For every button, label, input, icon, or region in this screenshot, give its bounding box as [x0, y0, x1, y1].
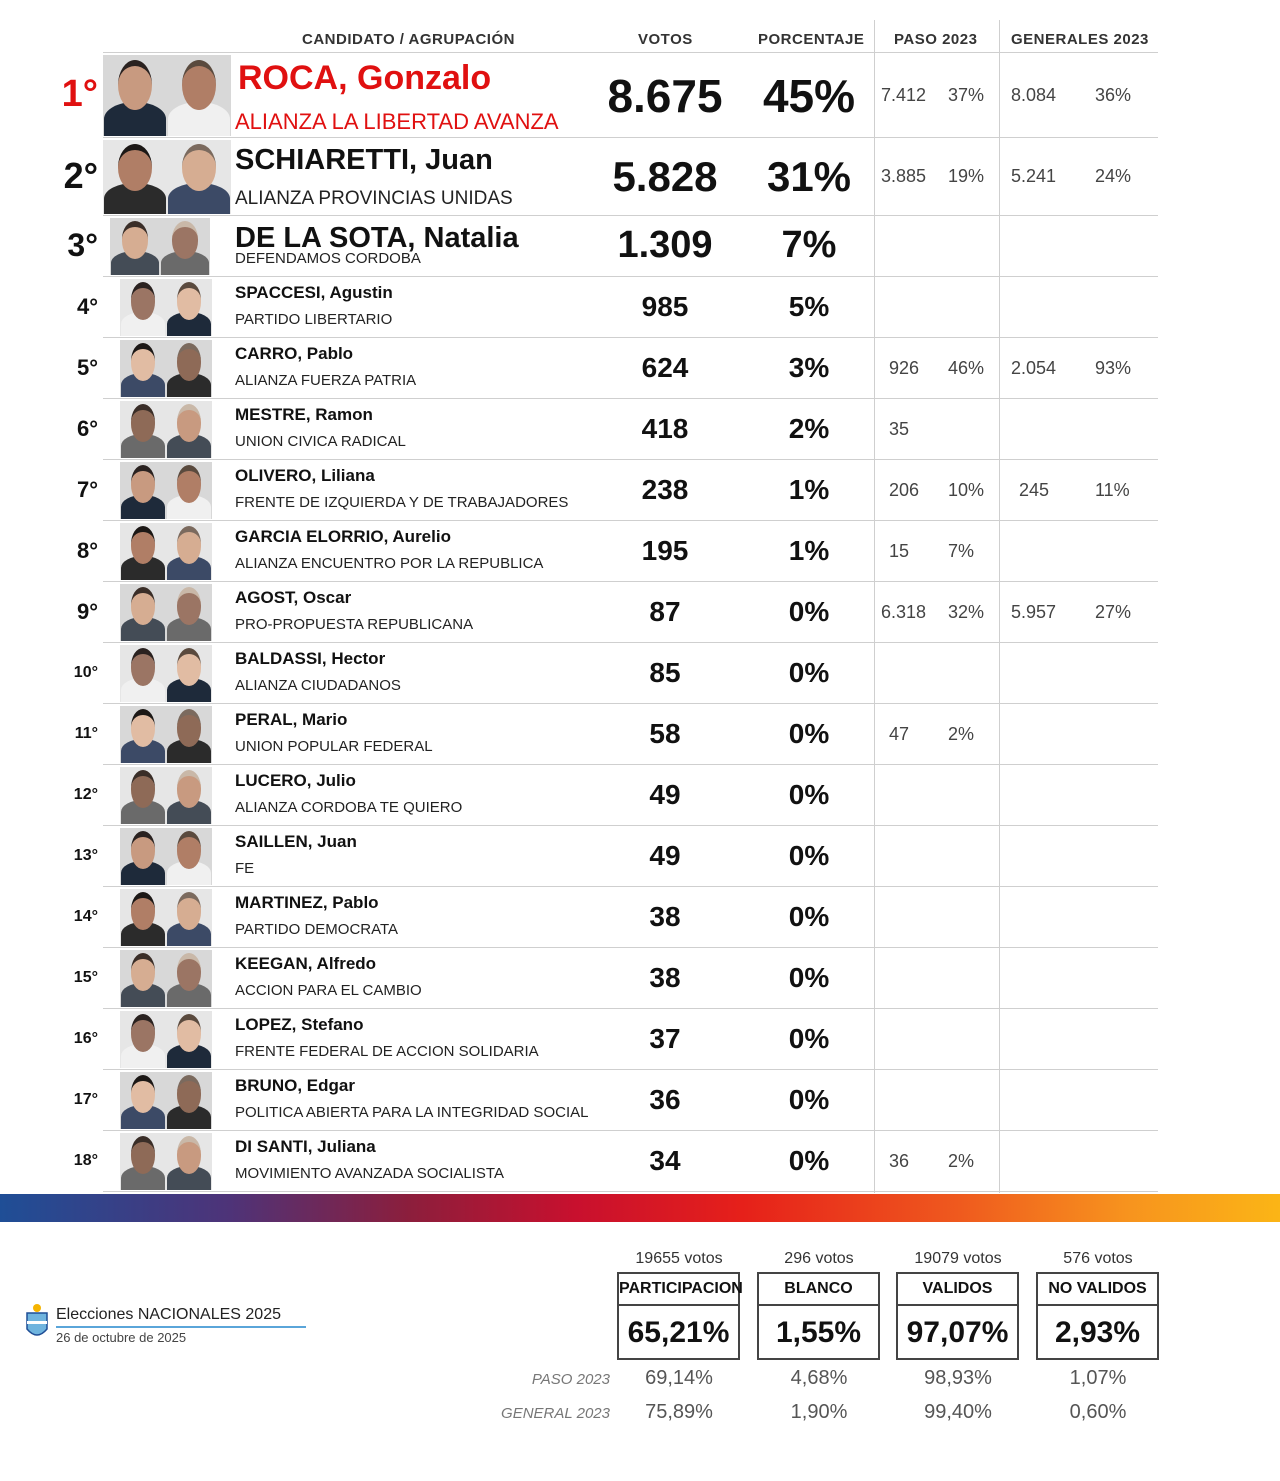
paso-percentage: 32%: [948, 601, 985, 622]
summary-value: 2,93%: [1054, 1316, 1141, 1349]
summary-paso-value: 1,07%: [1069, 1367, 1127, 1389]
vote-count: 985: [641, 291, 689, 323]
portrait-head: [177, 282, 202, 319]
paso-votes: 36: [889, 1150, 910, 1171]
vote-count: 85: [649, 657, 681, 689]
candidate-portrait: [121, 739, 165, 763]
vote-count: 87: [649, 596, 681, 628]
summary-paso-value: 98,93%: [924, 1367, 992, 1389]
candidate-portrait: [121, 861, 165, 885]
table-row: [0, 1009, 1160, 1070]
party-name: ALIANZA CORDOBA TE QUIERO: [235, 799, 463, 816]
summary-general-value: 99,40%: [924, 1401, 992, 1423]
rank-label: 18°: [73, 1151, 98, 1169]
candidate-portrait: [121, 922, 165, 946]
table-row: [0, 1070, 1160, 1131]
generales-percentage: 27%: [1095, 601, 1132, 622]
running-mate-portrait: [167, 800, 211, 824]
vote-percentage: 1%: [788, 535, 830, 567]
portrait-head: [131, 892, 156, 929]
candidate-name: SCHIARETTI, Juan: [235, 144, 493, 176]
running-mate-portrait: [167, 1166, 211, 1190]
table-row: [0, 765, 1160, 826]
table-row: [0, 704, 1160, 765]
portrait-head: [131, 465, 156, 502]
rank-label: 11°: [74, 724, 98, 742]
logo-title: Elecciones NACIONALES 2025: [56, 1306, 281, 1323]
party-name: UNION POPULAR FEDERAL: [235, 738, 433, 755]
rank-label: 5°: [76, 355, 98, 381]
vote-percentage: 0%: [788, 840, 830, 872]
summary-vote-caption: 19079 votos: [914, 1250, 1002, 1267]
vote-percentage: 0%: [788, 779, 830, 811]
party-name: PARTIDO LIBERTARIO: [235, 311, 393, 328]
summary-paso-value: 4,68%: [790, 1367, 848, 1389]
paso-votes: 206: [889, 479, 920, 500]
vote-count: 238: [641, 474, 689, 506]
portrait-head: [131, 404, 156, 441]
portrait-head: [177, 526, 202, 563]
vote-percentage: 0%: [788, 901, 830, 933]
rank-label: 1°: [61, 72, 98, 115]
rank-label: 15°: [73, 968, 98, 986]
vote-count: 5.828: [612, 152, 718, 200]
running-mate-portrait: [167, 617, 211, 641]
generales-votes: 5.957: [1011, 601, 1057, 622]
candidate-portrait: [121, 678, 165, 702]
rank-label: 6°: [76, 416, 98, 442]
summary-box: [617, 1272, 743, 1360]
portrait-head: [177, 770, 202, 807]
running-mate-portrait: [167, 1105, 211, 1129]
generales-votes: 5.241: [1011, 166, 1057, 186]
paso-percentage: 10%: [948, 479, 985, 500]
vote-count: 1.309: [617, 224, 713, 267]
portrait-head: [177, 1075, 202, 1112]
header-percentage: PORCENTAJE: [758, 31, 865, 48]
candidate-name: CARRO, Pablo: [235, 344, 354, 363]
candidate-name: LUCERO, Julio: [235, 771, 356, 790]
running-mate-portrait: [167, 983, 211, 1007]
party-name: ALIANZA ENCUENTRO POR LA REPUBLICA: [235, 555, 544, 572]
summary-label: VALIDOS: [898, 1274, 1017, 1306]
summary-value: 65,21%: [627, 1316, 730, 1349]
table-row: [0, 521, 1160, 582]
summary-box: [757, 1272, 880, 1360]
summary-value: 97,07%: [906, 1316, 1009, 1349]
candidate-photos: [120, 889, 212, 946]
portrait-head: [131, 648, 156, 685]
generales-percentage: 36%: [1095, 84, 1132, 105]
candidate-photos: [103, 55, 231, 136]
portrait-head: [131, 587, 156, 624]
paso-percentage: 19%: [948, 166, 985, 186]
candidate-portrait: [121, 556, 165, 580]
running-mate-portrait: [167, 861, 211, 885]
vote-percentage: 0%: [788, 1084, 830, 1116]
portrait-head: [177, 587, 202, 624]
generales-percentage: 93%: [1095, 357, 1132, 378]
candidate-portrait: [121, 495, 165, 519]
vote-percentage: 0%: [788, 596, 830, 628]
candidate-photos: [120, 523, 212, 580]
vote-count: 38: [649, 901, 681, 933]
candidate-portrait: [104, 183, 165, 214]
summary-paso-value: 69,14%: [645, 1367, 713, 1389]
vote-percentage: 3%: [788, 352, 830, 384]
party-name: MOVIMIENTO AVANZADA SOCIALISTA: [235, 1165, 504, 1182]
candidate-portrait: [121, 617, 165, 641]
summary-general-value: 75,89%: [645, 1401, 713, 1423]
paso-votes: 926: [889, 357, 920, 378]
running-mate-portrait: [167, 922, 211, 946]
vote-percentage: 7%: [781, 224, 837, 267]
vote-count: 418: [641, 413, 689, 445]
vote-count: 8.675: [607, 69, 723, 122]
header-candidate: CANDIDATO / AGRUPACIÓN: [302, 31, 515, 48]
summary-label: PARTICIPACION: [619, 1274, 738, 1306]
paso-percentage: 37%: [948, 84, 985, 105]
vote-percentage: 2%: [788, 413, 830, 445]
candidate-name: BALDASSI, Hector: [235, 649, 386, 668]
candidate-portrait: [121, 1105, 165, 1129]
portrait-head: [131, 709, 156, 746]
vote-percentage: 5%: [788, 291, 830, 323]
portrait-head: [177, 343, 202, 380]
summary-label: BLANCO: [759, 1274, 878, 1306]
summary-box: [1036, 1272, 1159, 1360]
candidate-portrait: [104, 102, 165, 136]
candidate-photos: [120, 1011, 212, 1068]
running-mate-portrait: [167, 739, 211, 763]
party-name: FE: [235, 860, 255, 877]
vote-count: 49: [649, 840, 681, 872]
table-row: [0, 277, 1160, 338]
party-name: ALIANZA LA LIBERTAD AVANZA: [235, 109, 559, 134]
party-name: FRENTE DE IZQUIERDA Y DE TRABAJADORES: [235, 494, 569, 511]
portrait-head: [122, 221, 149, 258]
candidate-photos: [120, 645, 212, 702]
flag-gradient-bar: [0, 1194, 1280, 1222]
portrait-head: [131, 1075, 156, 1112]
rank-label: 9°: [76, 599, 98, 625]
vote-percentage: 1%: [788, 474, 830, 506]
vote-percentage: 31%: [766, 152, 852, 200]
table-row: [0, 643, 1160, 704]
vote-percentage: 0%: [788, 1145, 830, 1177]
paso-votes: 47: [889, 723, 910, 744]
portrait-head: [177, 648, 202, 685]
paso-votes: 6.318: [881, 601, 927, 622]
header-generales-2023: GENERALES 2023: [1011, 31, 1149, 48]
paso-votes: 35: [889, 418, 910, 439]
rank-label: 3°: [67, 227, 98, 264]
paso-percentage: 7%: [948, 540, 975, 561]
portrait-head: [131, 953, 156, 990]
summary-label: NO VALIDOS: [1038, 1274, 1157, 1306]
portrait-head: [172, 221, 199, 258]
portrait-head: [177, 1014, 202, 1051]
table-row: [0, 399, 1160, 460]
portrait-head: [177, 1136, 202, 1173]
running-mate-portrait: [167, 495, 211, 519]
running-mate-portrait: [167, 373, 211, 397]
vote-count: 624: [641, 352, 689, 384]
party-name: FRENTE FEDERAL DE ACCION SOLIDARIA: [235, 1043, 539, 1060]
candidate-portrait: [121, 312, 165, 336]
vote-percentage: 0%: [788, 718, 830, 750]
candidate-name: PERAL, Mario: [235, 710, 348, 729]
candidate-name: MARTINEZ, Pablo: [235, 893, 379, 912]
candidate-name: SPACCESI, Agustin: [235, 283, 393, 302]
candidate-photos: [120, 401, 212, 458]
summary-row-label-general: GENERAL 2023: [501, 1405, 610, 1422]
rank-label: 16°: [73, 1029, 98, 1047]
party-name: UNION CIVICA RADICAL: [235, 433, 406, 450]
portrait-head: [131, 1136, 156, 1173]
candidate-photos: [110, 218, 210, 275]
generales-percentage: 11%: [1095, 479, 1130, 500]
portrait-head: [131, 831, 156, 868]
summary-general-value: 0,60%: [1069, 1401, 1127, 1423]
generales-percentage: 24%: [1095, 166, 1132, 186]
summary-value: 1,55%: [775, 1316, 862, 1349]
candidate-photos: [120, 706, 212, 763]
paso-percentage: 46%: [948, 357, 985, 378]
paso-votes: 3.885: [881, 166, 927, 186]
party-name: DEFENDAMOS CORDOBA: [235, 250, 421, 267]
running-mate-portrait: [167, 312, 211, 336]
running-mate-portrait: [167, 434, 211, 458]
portrait-head: [131, 282, 156, 319]
vote-count: 58: [649, 718, 681, 750]
running-mate-portrait: [168, 183, 229, 214]
vote-count: 195: [641, 535, 689, 567]
candidate-name: LOPEZ, Stefano: [235, 1015, 364, 1034]
portrait-head: [177, 404, 202, 441]
summary-vote-caption: 19655 votos: [635, 1250, 723, 1267]
party-name: ALIANZA FUERZA PATRIA: [235, 372, 417, 389]
paso-percentage: 2%: [948, 1150, 975, 1171]
table-row: [0, 948, 1160, 1009]
candidate-name: SAILLEN, Juan: [235, 832, 357, 851]
table-row: [0, 460, 1160, 521]
table-row: [0, 338, 1160, 399]
candidate-photos: [120, 462, 212, 519]
candidate-name: GARCIA ELORRIO, Aurelio: [235, 527, 451, 546]
candidate-name: AGOST, Oscar: [235, 588, 352, 607]
party-name: PARTIDO DEMOCRATA: [235, 921, 399, 938]
running-mate-portrait: [161, 251, 209, 275]
summary-general-value: 1,90%: [790, 1401, 848, 1423]
rank-label: 12°: [73, 785, 98, 803]
candidate-portrait: [121, 1044, 165, 1068]
candidate-photos: [120, 1133, 212, 1190]
portrait-head: [177, 465, 202, 502]
party-name: ACCION PARA EL CAMBIO: [235, 982, 422, 999]
candidate-name: DE LA SOTA, Natalia: [235, 222, 519, 254]
row-divider: [103, 1191, 1158, 1192]
rank-label: 8°: [76, 538, 98, 564]
rank-label: 2°: [63, 155, 98, 197]
vote-percentage: 45%: [762, 69, 856, 122]
rank-label: 7°: [76, 477, 98, 503]
party-name: POLITICA ABIERTA PARA LA INTEGRIDAD SOCIAL: [235, 1104, 589, 1121]
paso-votes: 7.412: [881, 84, 927, 105]
candidate-photos: [103, 140, 231, 214]
logo-date: 26 de octubre de 2025: [56, 1330, 187, 1345]
candidate-name: BRUNO, Edgar: [235, 1076, 355, 1095]
rank-label: 17°: [73, 1090, 98, 1108]
running-mate-portrait: [167, 678, 211, 702]
portrait-head: [177, 892, 202, 929]
candidate-photos: [120, 1072, 212, 1129]
rank-label: 13°: [73, 846, 98, 864]
table-row: [0, 138, 1160, 216]
portrait-head: [177, 709, 202, 746]
portrait-head: [131, 526, 156, 563]
party-name: ALIANZA PROVINCIAS UNIDAS: [235, 188, 513, 209]
summary-vote-caption: 576 votos: [1063, 1250, 1133, 1267]
table-row: [0, 826, 1160, 887]
paso-votes: 15: [889, 540, 910, 561]
candidate-name: KEEGAN, Alfredo: [235, 954, 377, 973]
argentina-shield-icon: [24, 1303, 50, 1343]
candidate-name: OLIVERO, Liliana: [235, 466, 375, 485]
running-mate-portrait: [167, 556, 211, 580]
vote-count: 38: [649, 962, 681, 994]
header-paso-2023: PASO 2023: [894, 31, 978, 48]
vote-count: 49: [649, 779, 681, 811]
portrait-head: [118, 144, 152, 191]
candidate-portrait: [121, 1166, 165, 1190]
party-name: PRO-PROPUESTA REPUBLICANA: [235, 616, 474, 633]
header-votes: VOTOS: [638, 31, 693, 48]
candidate-name: MESTRE, Ramon: [235, 405, 373, 424]
logo-underline: [56, 1326, 306, 1328]
vote-count: 37: [649, 1023, 681, 1055]
rank-label: 10°: [73, 663, 98, 681]
portrait-head: [182, 144, 216, 191]
generales-votes: 245: [1019, 479, 1050, 500]
portrait-head: [182, 60, 216, 111]
rank-label: 14°: [73, 907, 98, 925]
generales-votes: 2.054: [1011, 357, 1057, 378]
candidate-portrait: [121, 800, 165, 824]
summary-row-label-paso: PASO 2023: [531, 1371, 610, 1388]
vote-percentage: 0%: [788, 1023, 830, 1055]
table-row: [0, 53, 1160, 138]
running-mate-portrait: [168, 102, 229, 136]
portrait-head: [177, 831, 202, 868]
portrait-head: [177, 953, 202, 990]
candidate-photos: [120, 584, 212, 641]
candidate-name: ROCA, Gonzalo: [238, 59, 492, 97]
vote-count: 36: [649, 1084, 681, 1116]
candidate-portrait: [111, 251, 159, 275]
running-mate-portrait: [167, 1044, 211, 1068]
candidate-photos: [120, 828, 212, 885]
portrait-head: [131, 770, 156, 807]
paso-percentage: 2%: [948, 723, 975, 744]
summary-box: [896, 1272, 1019, 1360]
portrait-head: [131, 343, 156, 380]
rank-label: 4°: [76, 294, 98, 320]
generales-votes: 8.084: [1011, 84, 1057, 105]
candidate-portrait: [121, 434, 165, 458]
elections-logo: [24, 1303, 284, 1348]
candidate-photos: [120, 767, 212, 824]
vote-count: 34: [649, 1145, 681, 1177]
candidate-photos: [120, 950, 212, 1007]
summary-vote-caption: 296 votos: [784, 1250, 854, 1267]
candidate-portrait: [121, 373, 165, 397]
vote-percentage: 0%: [788, 657, 830, 689]
table-row: [0, 1131, 1160, 1192]
party-name: ALIANZA CIUDADANOS: [235, 677, 401, 694]
candidate-portrait: [121, 983, 165, 1007]
table-row: [0, 216, 1160, 277]
candidate-name: DI SANTI, Juliana: [235, 1137, 376, 1156]
vote-percentage: 0%: [788, 962, 830, 994]
candidate-photos: [120, 340, 212, 397]
table-row: [0, 582, 1160, 643]
table-row: [0, 887, 1160, 948]
candidate-photos: [120, 279, 212, 336]
portrait-head: [131, 1014, 156, 1051]
portrait-head: [118, 60, 152, 111]
